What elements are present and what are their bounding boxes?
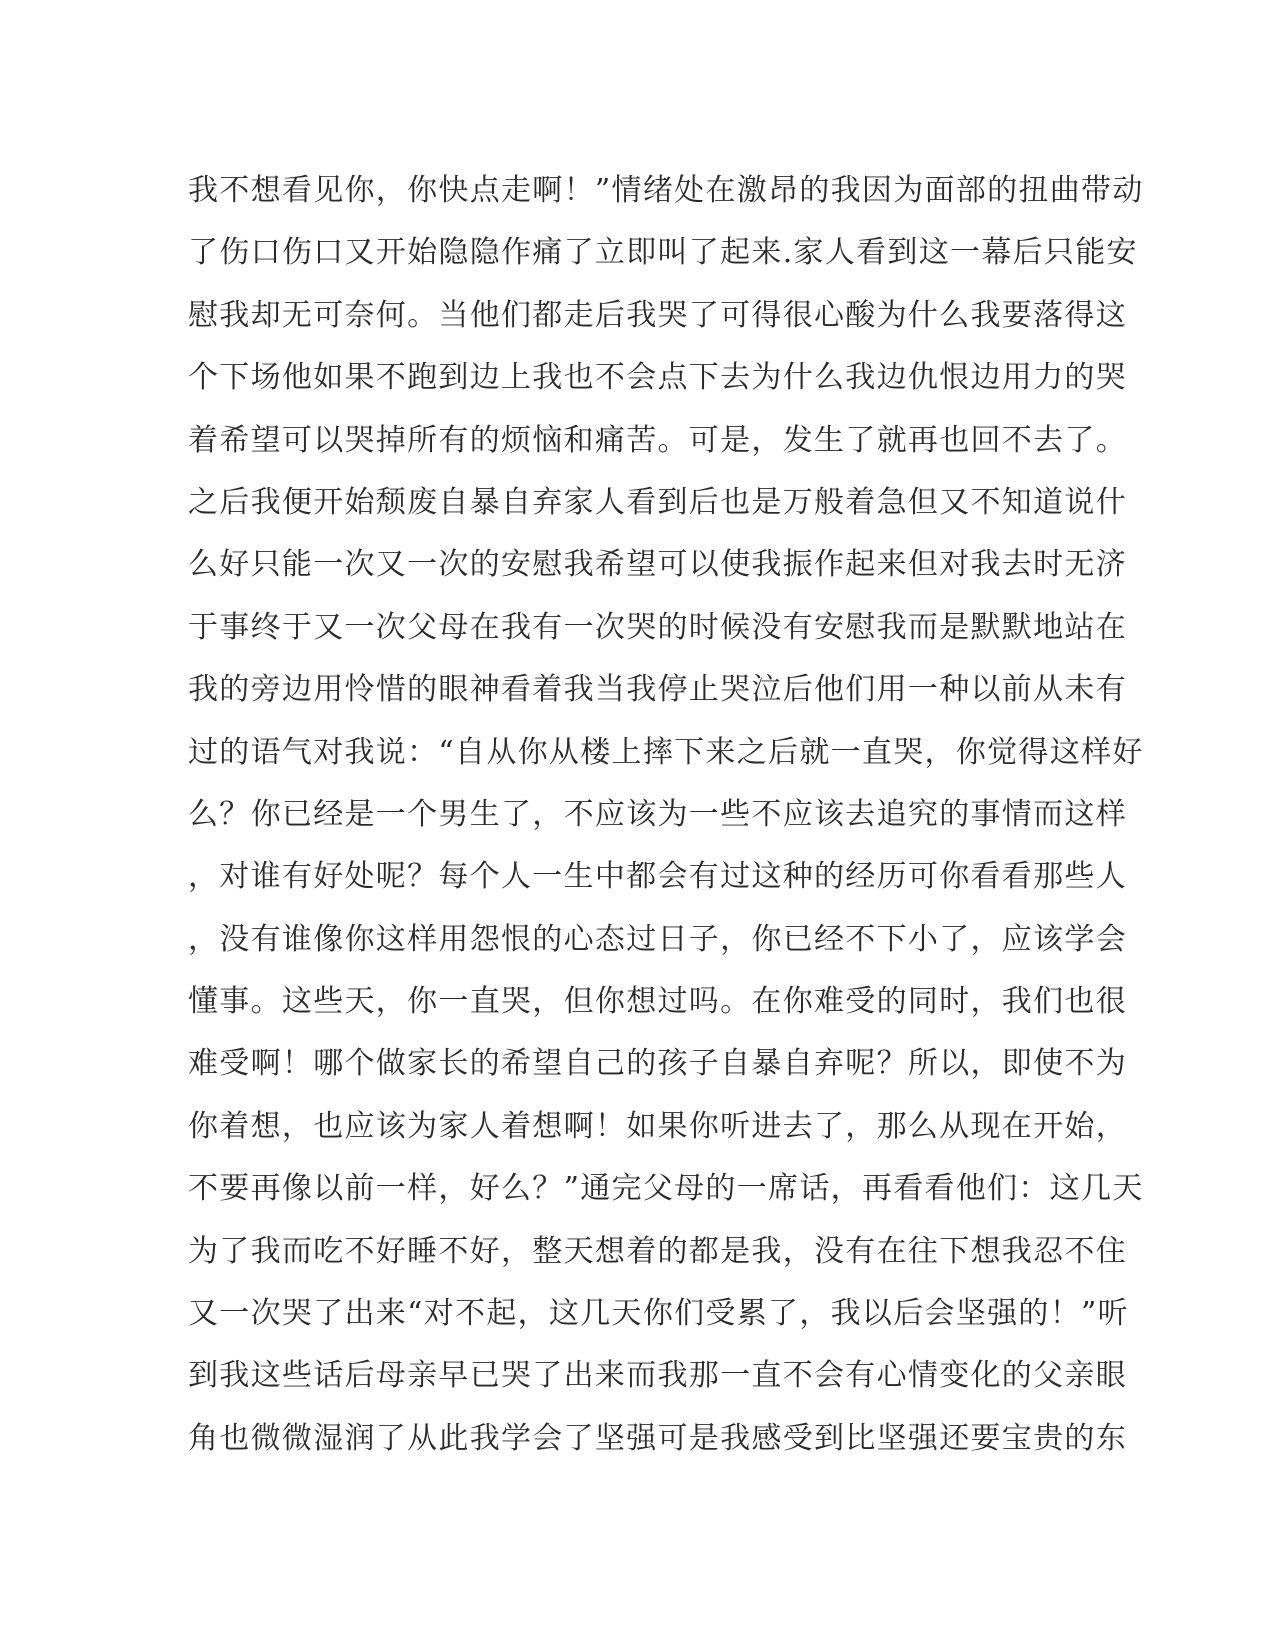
text-line: 慰我却无可奈何。当他们都走后我哭了可得很心酸为什么我要落得这 — [188, 297, 1127, 333]
text-line: 个下场他如果不跑到边上我也不会点下去为什么我边仇恨边用力的哭 — [188, 360, 1127, 396]
text-line: 么好只能一次又一次的安慰我希望可以使我振作起来但对我去时无济 — [188, 547, 1127, 583]
text-line: 了伤口伤口又开始隐隐作痛了立即叫了起来.家人看到这一幕后只能安 — [188, 235, 1138, 271]
text-line: 角也微微湿润了从此我学会了坚强可是我感受到比坚强还要宝贵的东 — [188, 1420, 1127, 1456]
text-line: ，对谁有好处呢？每个人一生中都会有过这种的经历可你看看那些人 — [188, 859, 1127, 895]
text-line: 为了我而吃不好睡不好，整天想着的都是我，没有在往下想我忍不住 — [188, 1233, 1127, 1269]
body-text — [188, 160, 1144, 1470]
text-line: 你着想，也应该为家人着想啊！如果你听进去了，那么从现在开始， — [188, 1108, 1127, 1144]
text-line: 么？你已经是一个男生了，不应该为一些不应该去追究的事情而这样 — [188, 796, 1127, 832]
text-line: 我不想看见你，你快点走啊！”情绪处在激昂的我因为面部的扭曲带动 — [188, 173, 1144, 208]
text-line: 又一次哭了出来“对不起，这几天你们受累了，我以后会坚强的！”听 — [188, 1296, 1129, 1332]
text-line: 难受啊！哪个做家长的希望自己的孩子自暴自弃呢？所以，即使不为 — [188, 1046, 1127, 1082]
text-line: 之后我便开始颓废自暴自弃家人看到后也是万般着急但又不知道说什 — [188, 484, 1127, 520]
text-line: 到我这些话后母亲早已哭了出来而我那一直不会有心情变化的父亲眼 — [188, 1358, 1127, 1394]
text-line: 懂事。这些天，你一直哭，但你想过吗。在你难受的同时，我们也很 — [188, 984, 1127, 1020]
text-line: 过的语气对我说：“自从你从楼上摔下来之后就一直哭，你觉得这样好 — [188, 734, 1144, 770]
text-line: 于事终于又一次父母在我有一次哭的时候没有安慰我而是默默地站在 — [188, 609, 1127, 645]
text-line: 着希望可以哭掉所有的烦恼和痛苦。可是，发生了就再也回不去了。 — [188, 422, 1127, 458]
text-line: ，没有谁像你这样用怨恨的心态过日子，你已经不下小了，应该学会 — [188, 921, 1127, 957]
text-line: 不要再像以前一样，好么？”通完父母的一席话，再看看他们：这几天 — [188, 1171, 1144, 1207]
text-line: 我的旁边用怜惜的眼神看着我当我停止哭泣后他们用一种以前从未有 — [188, 672, 1127, 708]
